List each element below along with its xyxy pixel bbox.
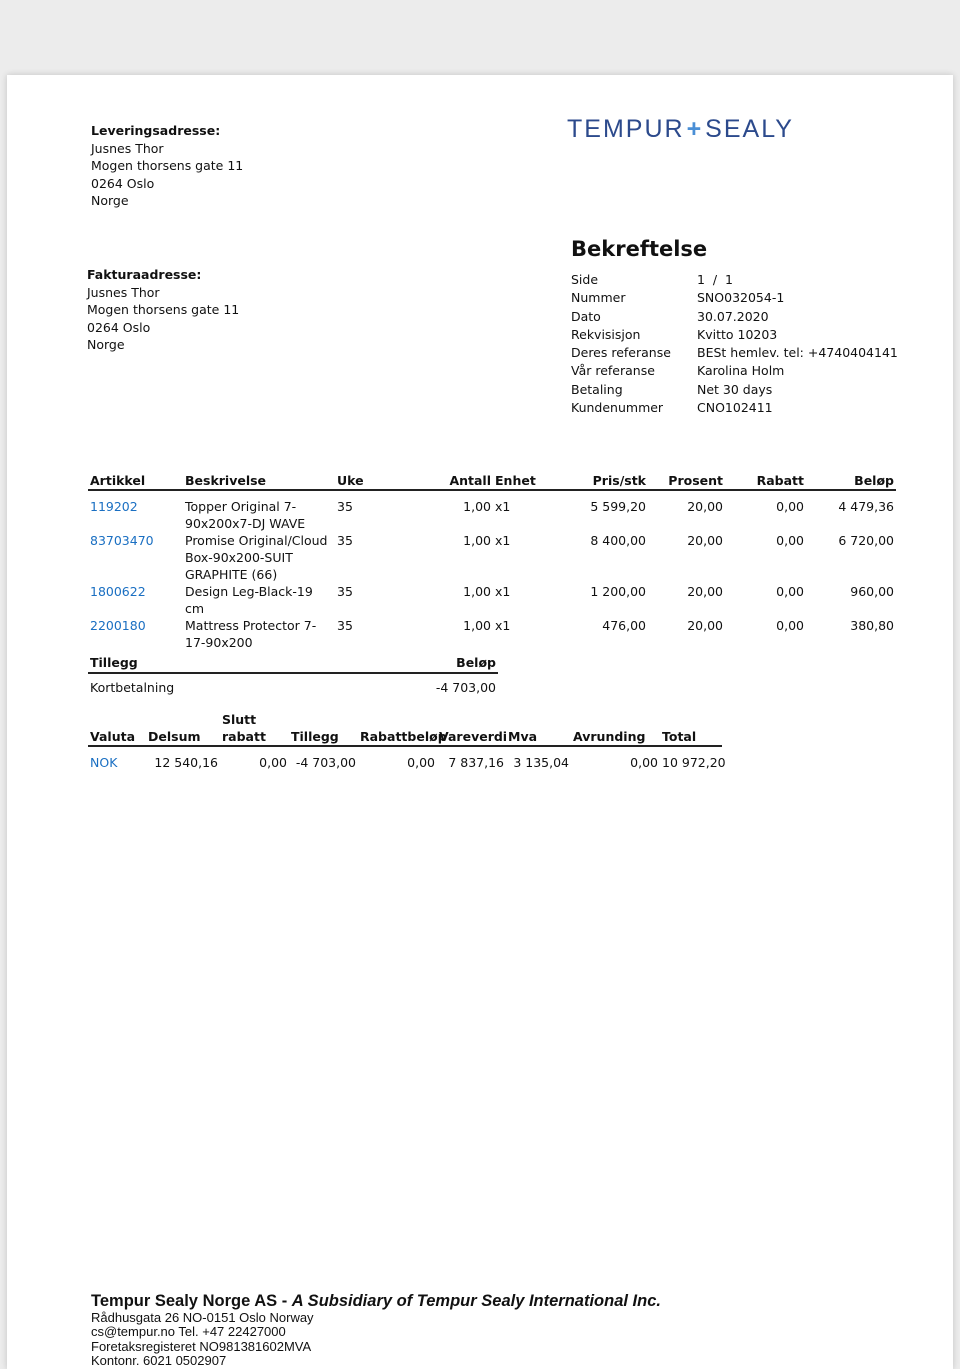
items-table: [88, 472, 896, 651]
logo-text-right: SEALY: [705, 115, 794, 143]
item-week: 35: [337, 584, 353, 599]
item-quantity: 1,00: [463, 533, 491, 548]
meta-value: Net 30 days: [697, 381, 773, 397]
article-link[interactable]: 1800622: [90, 584, 146, 599]
footer-company-line: [91, 1291, 661, 1311]
item-price: 8 400,00: [590, 533, 646, 548]
footer-subsidiary: A Subsidiary of Tempur Sealy International Inc.: [291, 1292, 661, 1310]
meta-value: SNO032054-1: [697, 290, 785, 306]
col-header-antall: Antall: [397, 472, 493, 490]
col-header-tillegg-sum: Tillegg: [289, 711, 358, 746]
item-description: Mattress Protector 7-17-90x200: [185, 618, 317, 650]
col-header-slutt-rabatt: Slutt rabatt: [220, 711, 289, 746]
logo-plus-icon: +: [686, 115, 704, 143]
item-description: Design Leg-Black-19 cm: [185, 584, 313, 616]
meta-value: Kvitto 10203: [697, 326, 778, 342]
items-header-row: [88, 472, 896, 490]
invoice-city: 0264 Oslo: [87, 319, 151, 335]
document-page: [7, 75, 953, 1369]
item-discount: 0,00: [776, 499, 804, 514]
invoice-street: Mogen thorsens gate 11: [87, 302, 240, 317]
delsum-value: 12 540,16: [154, 755, 218, 770]
delivery-address: [91, 122, 243, 210]
article-link[interactable]: 119202: [90, 499, 138, 514]
footer-company-name: Tempur Sealy Norge AS -: [91, 1292, 292, 1310]
delivery-name: Jusnes Thor: [91, 140, 164, 156]
item-quantity: 1,00: [463, 618, 491, 633]
article-link[interactable]: 83703470: [90, 533, 154, 548]
col-header-belop: Beløp: [806, 472, 896, 490]
col-header-uke: Uke: [335, 472, 397, 490]
item-price: 5 599,20: [590, 499, 646, 514]
col-header-tillegg: Tillegg: [88, 653, 325, 673]
total-value: 10 972,20: [662, 755, 726, 770]
item-percent: 20,00: [687, 533, 723, 548]
meta-value: BESt hemlev. tel: +4740404141: [697, 345, 898, 361]
rabattbelop-value: 0,00: [407, 755, 435, 770]
item-unit: x1: [495, 499, 511, 514]
company-footer: [91, 1291, 661, 1368]
tillegg-header-row: [88, 653, 498, 673]
item-description: Promise Original/Cloud Box-90x200-SUIT GRAPHITE (66): [185, 533, 328, 582]
vareverdi-value: 7 837,16: [448, 755, 504, 770]
item-unit: x1: [495, 618, 511, 633]
item-week: 35: [337, 618, 353, 633]
meta-value: Karolina Holm: [697, 363, 785, 379]
item-quantity: 1,00: [463, 584, 491, 599]
currency-link[interactable]: NOK: [90, 755, 118, 770]
col-header-total: Total: [660, 711, 722, 746]
item-price: 1 200,00: [590, 584, 646, 599]
totals-table: [88, 711, 726, 771]
table-row: [88, 673, 498, 696]
document-title: Bekreftelse: [571, 237, 708, 261]
meta-label: Rekvisisjon: [571, 326, 641, 342]
meta-value: 30.07.2020: [697, 308, 769, 324]
logo-text-left: TEMPUR: [567, 115, 685, 143]
footer-contact: cs@tempur.no Tel. +47 22427000: [91, 1324, 286, 1340]
delivery-city: 0264 Oslo: [91, 175, 155, 191]
footer-account: Kontonr. 6021 0502907: [91, 1352, 227, 1368]
table-row: [88, 583, 896, 617]
item-amount: 960,00: [850, 584, 894, 599]
col-header-tillegg-belop: Beløp: [325, 653, 498, 673]
meta-label: Dato: [571, 308, 601, 324]
col-header-prosent: Prosent: [648, 472, 725, 490]
item-percent: 20,00: [687, 584, 723, 599]
item-discount: 0,00: [776, 533, 804, 548]
table-row: [88, 490, 896, 532]
item-unit: x1: [495, 584, 511, 599]
delivery-address-heading: Leveringsadresse:: [91, 123, 221, 138]
avrunding-value: 0,00: [630, 755, 658, 770]
col-header-rabattbelop: Rabattbeløp: [358, 711, 437, 746]
slutt-rabatt-value: 0,00: [259, 755, 287, 770]
item-quantity: 1,00: [463, 499, 491, 514]
col-header-valuta: Valuta: [88, 711, 146, 746]
meta-label: Kundenummer: [571, 400, 664, 416]
meta-value: 1 / 1: [697, 272, 734, 287]
tillegg-sum-value: -4 703,00: [295, 755, 356, 770]
item-amount: 380,80: [850, 618, 894, 633]
tempur-sealy-logo: [567, 115, 794, 144]
item-percent: 20,00: [687, 499, 723, 514]
item-percent: 20,00: [687, 618, 723, 633]
col-header-mva: Mva: [506, 711, 571, 746]
table-row: [88, 532, 896, 583]
article-link[interactable]: 2200180: [90, 618, 146, 633]
meta-label: Vår referanse: [571, 363, 655, 379]
item-discount: 0,00: [776, 618, 804, 633]
meta-label: Nummer: [571, 290, 626, 306]
table-row: [88, 617, 896, 651]
meta-label: Side: [571, 272, 599, 287]
item-description: Topper Original 7-90x200x7-DJ WAVE: [185, 499, 306, 531]
item-week: 35: [337, 533, 353, 548]
col-header-vareverdi: Vareverdi: [437, 711, 506, 746]
col-header-avrunding: Avrunding: [571, 711, 660, 746]
meta-label: Deres referanse: [571, 345, 671, 361]
footer-registry: Foretaksregisteret NO981381602MVA: [91, 1338, 312, 1354]
invoice-address-heading: Fakturaadresse:: [87, 267, 202, 282]
delivery-street: Mogen thorsens gate 11: [91, 158, 244, 173]
item-amount: 6 720,00: [838, 533, 894, 548]
item-amount: 4 479,36: [838, 499, 894, 514]
tillegg-table: [88, 653, 498, 696]
meta-value: CNO102411: [697, 400, 773, 416]
table-row: [88, 746, 722, 771]
totals-header-row: [88, 711, 722, 746]
invoice-name: Jusnes Thor: [87, 284, 160, 300]
invoice-address: [87, 266, 239, 354]
meta-label: Betaling: [571, 381, 623, 397]
item-price: 476,00: [602, 618, 646, 633]
item-week: 35: [337, 499, 353, 514]
invoice-country: Norge: [87, 337, 125, 352]
item-discount: 0,00: [776, 584, 804, 599]
delivery-country: Norge: [91, 193, 129, 208]
mva-value: 3 135,04: [513, 755, 569, 770]
col-header-pris: Pris/stk: [558, 472, 648, 490]
footer-address: Rådhusgata 26 NO-0151 Oslo Norway: [91, 1310, 314, 1325]
col-header-beskrivelse: Beskrivelse: [183, 472, 335, 490]
col-header-rabatt: Rabatt: [725, 472, 806, 490]
tillegg-name: Kortbetalning: [90, 680, 175, 695]
col-header-delsum: Delsum: [146, 711, 220, 746]
item-unit: x1: [495, 533, 511, 548]
tillegg-amount: -4 703,00: [435, 680, 496, 695]
col-header-enhet: Enhet: [493, 472, 558, 490]
col-header-artikkel: Artikkel: [88, 472, 183, 490]
